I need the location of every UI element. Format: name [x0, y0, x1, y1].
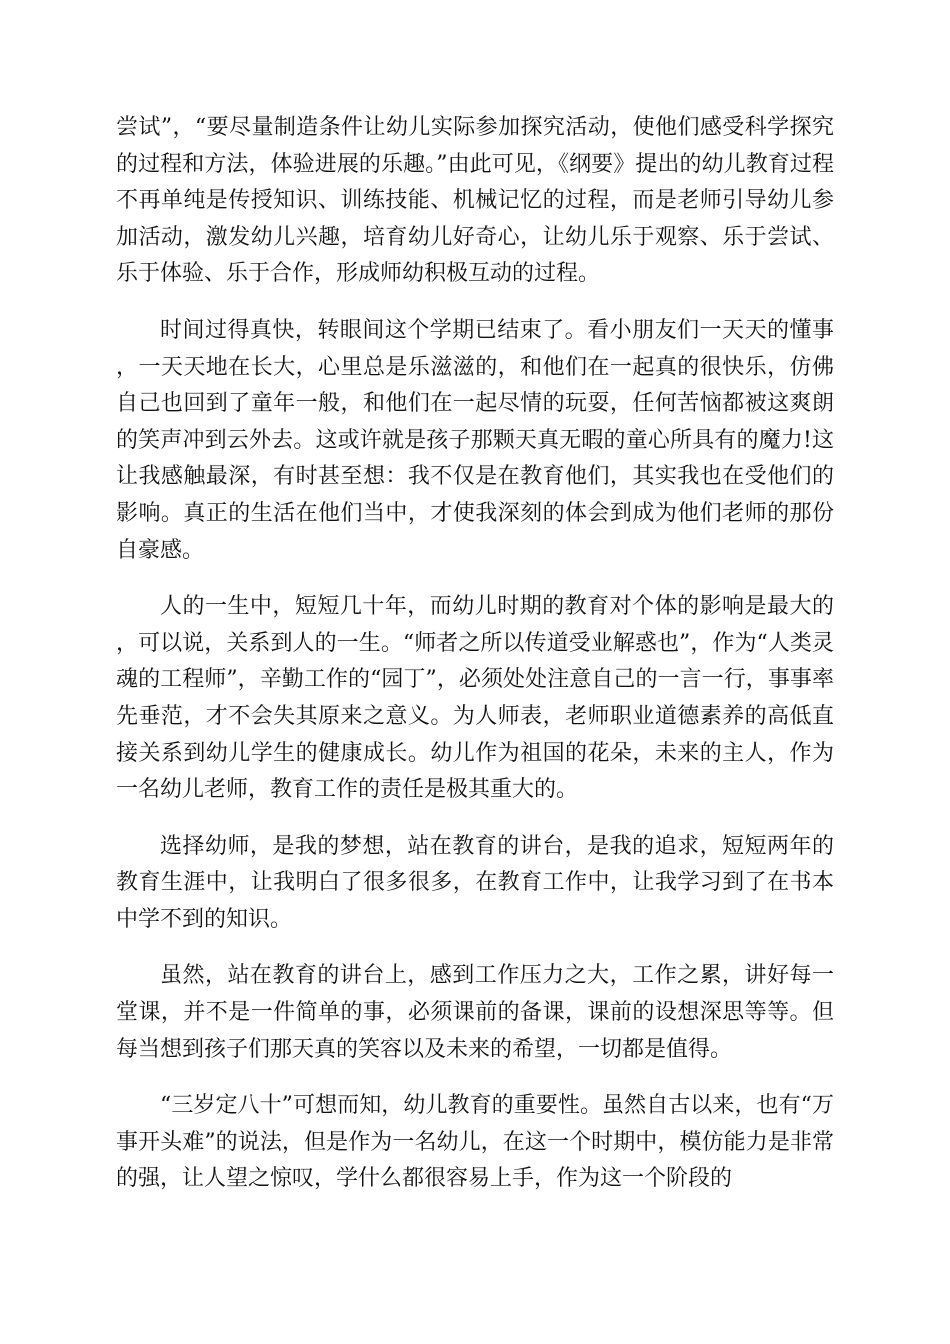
- paragraph-5: 虽然，站在教育的讲台上，感到工作压力之大，工作之累，讲好每一堂课，并不是一件简单的事，必须课前的备课，课前的设想深思等等。但每当想到孩子们那天真的笑容以及未来的希望，一切都是值得。: [116, 963, 834, 1062]
- paragraph-2: 时间过得真快，转眼间这个学期已结束了。看小朋友们一天天的懂事，一天天地在长大，心里总是乐滋滋的，和他们在一起真的很快乐，仿佛自己也回到了童年一般，和他们在一起尽情的玩耍，任何苦恼都被这爽朗的笑声冲到云外去。这或许就是孩子那颗天真无暇的童心所具有的魔力!这让我感触最深，有时甚至想：我不仅是在教育他们，其实我也在受他们的影响。真正的生活在他们当中，才使我深刻的体会到成为他们老师的那份自豪感。: [116, 317, 834, 563]
- document-page: [116, 110, 834, 1218]
- paragraph-6: “三岁定八十”可想而知，幼儿教育的重要性。虽然自古以来，也有“万事开头难”的说法，但是作为一名幼儿，在这一个时期中，模仿能力是非常的强，让人望之惊叹，学什么都很容易上手，作为这一个阶段的: [116, 1093, 834, 1192]
- paragraph-1: 尝试”，“要尽量制造条件让幼儿实际参加探究活动，使他们感受科学探究的过程和方法，体验进展的乐趣。”由此可见，《纲要》提出的幼儿教育过程不再单纯是传授知识、训练技能、机械记忆的过程，而是老师引导幼儿参加活动，激发幼儿兴趣，培育幼儿好奇心，让幼儿乐于观察、乐于尝试、乐于体验、乐于合作，形成师幼积极互动的过程。: [116, 115, 834, 287]
- paragraph-3: 人的一生中，短短几十年，而幼儿时期的教育对个体的影响是最大的，可以说，关系到人的一生。“师者之所以传道受业解惑也”，作为“人类灵魂的工程师”，辛勤工作的“园丁”，必须处处注意自己的一言一行，事事率先垂范，才不会失其原来之意义。为人师表，老师职业道德素养的高低直接关系到幼儿学生的健康成长。幼儿作为祖国的花朵，未来的主人，作为一名幼儿老师，教育工作的责任是极其重大的。: [116, 594, 834, 803]
- paragraph-4: 选择幼师，是我的梦想，站在教育的讲台，是我的追求，短短两年的教育生涯中，让我明白了很多很多，在教育工作中，让我学习到了在书本中学不到的知识。: [116, 833, 834, 932]
